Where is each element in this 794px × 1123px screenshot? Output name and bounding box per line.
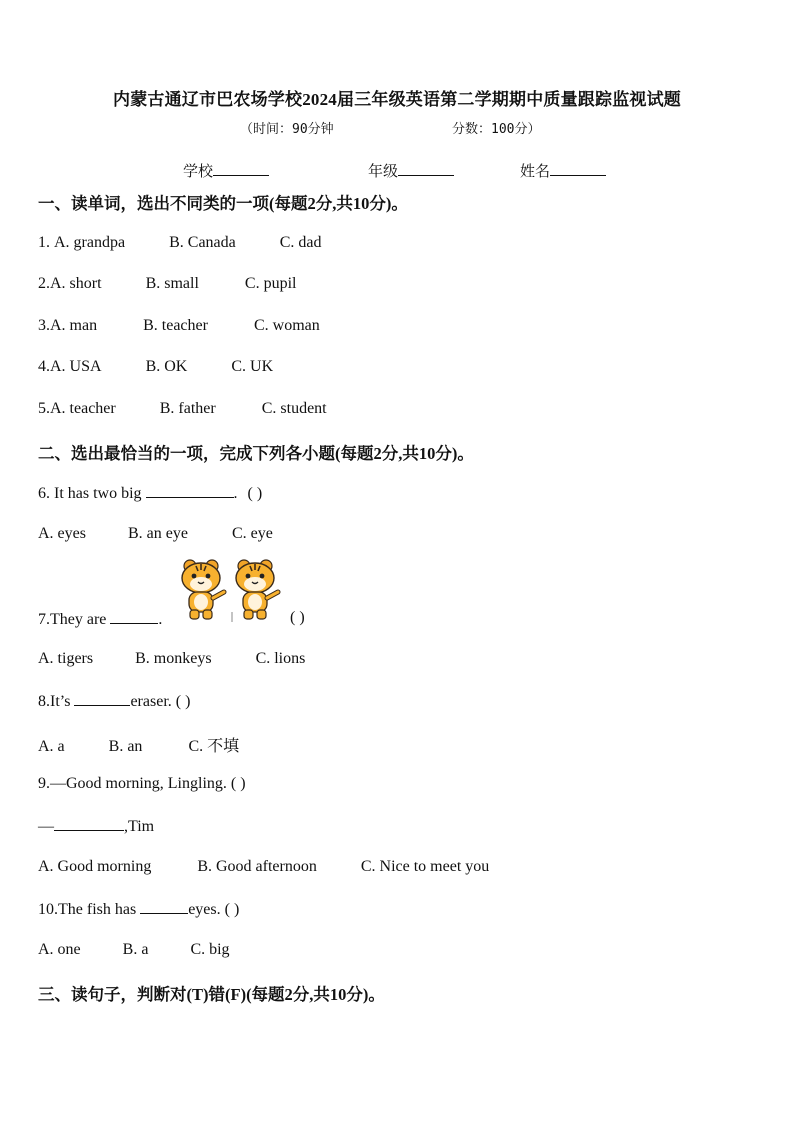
option-a: A. Good morning — [38, 858, 152, 875]
option-c: C. big — [190, 941, 230, 958]
question-stem: 6. It has two big — [38, 485, 142, 502]
question-6: 6. It has two big . ( ) — [38, 485, 263, 502]
question-9-options — [38, 858, 489, 876]
grade-label: 年级 — [368, 164, 399, 180]
question-2 — [38, 275, 296, 293]
section2-heading: 二、选出最恰当的一项，完成下列各小题(每题2分,共10分)。 — [38, 444, 474, 463]
question-9: 9.—Good morning, Lingling. ( ) — [38, 775, 246, 792]
tiger-icon — [236, 560, 278, 619]
answer-blank — [110, 609, 158, 624]
option-b: B. father — [159, 400, 216, 417]
answer-blank — [54, 816, 124, 831]
answer-paren: ( ) — [247, 485, 263, 502]
grade-blank — [398, 161, 454, 176]
question-5 — [38, 400, 327, 418]
dash: — — [38, 818, 54, 835]
question-10 — [38, 899, 239, 919]
question-8 — [38, 691, 190, 711]
option-b: B. small — [145, 275, 199, 292]
option-a: A. grandpa — [54, 234, 126, 251]
option-c: C. eye — [231, 525, 273, 542]
question-number: 4. — [38, 358, 50, 375]
option-a: A. USA — [50, 358, 102, 375]
school-blank — [213, 161, 269, 176]
school-label: 学校 — [183, 164, 214, 180]
two-tigers-icon — [176, 558, 284, 624]
name-label: 姓名 — [520, 164, 551, 180]
question-7-paren: ( ) — [290, 609, 305, 626]
score-info: 分数：100分） — [452, 122, 541, 137]
option-b: B. Canada — [169, 234, 236, 251]
question-7: 7.They are . — [38, 611, 163, 628]
question-number: 1. — [38, 234, 50, 251]
exam-title: 内蒙古通辽市巴农场学校2024届三年级英语第二学期期中质量跟踪监视试题 — [113, 90, 681, 109]
option-b: B. a — [122, 941, 149, 958]
question-stem-end: eraser. ( ) — [130, 693, 191, 710]
section3-heading: 三、读句子，判断对(T)错(F)(每题2分,共10分)。 — [38, 985, 385, 1004]
option-b: B. OK — [145, 358, 188, 375]
question-1 — [38, 234, 322, 252]
question-stem-end: eyes. ( ) — [188, 901, 240, 918]
question-6-options — [38, 525, 273, 543]
option-b: B. monkeys — [135, 650, 212, 667]
question-10-options — [38, 941, 230, 959]
option-a: A. tigers — [38, 650, 94, 667]
option-b: B. an — [108, 738, 143, 755]
grade-field — [368, 160, 454, 181]
option-a: A. man — [50, 317, 98, 334]
option-a: A. teacher — [50, 400, 116, 417]
option-a: A. eyes — [38, 525, 86, 542]
question-4 — [38, 358, 273, 376]
option-c: C. lions — [255, 650, 306, 667]
option-a: A. short — [50, 275, 102, 292]
option-a: A. one — [38, 941, 81, 958]
name-blank — [550, 161, 606, 176]
name-field — [520, 160, 606, 181]
question-number: 2. — [38, 275, 50, 292]
question-stem: 7.They are — [38, 611, 107, 628]
question-number: 3. — [38, 317, 50, 334]
option-c: C. dad — [279, 234, 322, 251]
question-number: 5. — [38, 400, 50, 417]
option-c: C. 不填 — [188, 738, 240, 755]
section1-heading: 一、读单词，选出不同类的一项(每题2分,共10分)。 — [38, 194, 408, 213]
question-7-options — [38, 650, 305, 668]
option-c: C. student — [261, 400, 327, 417]
option-c: C. UK — [231, 358, 274, 375]
tiger-icon — [182, 560, 224, 619]
option-b: B. teacher — [143, 317, 208, 334]
question-9-reply — [38, 816, 154, 836]
answer-blank — [140, 899, 188, 914]
question-3 — [38, 317, 320, 335]
option-b: B. an eye — [127, 525, 188, 542]
option-c: C. woman — [253, 317, 320, 334]
school-field — [183, 160, 269, 181]
question-stem: 8.It’s — [38, 693, 71, 710]
reply-end: ,Tim — [124, 818, 155, 835]
option-c: C. pupil — [244, 275, 297, 292]
time-info: （时间：90分钟 — [240, 122, 334, 137]
question-stem: 10.The fish has — [38, 901, 137, 918]
answer-blank — [146, 483, 234, 498]
answer-blank — [74, 691, 130, 706]
option-c: C. Nice to meet you — [360, 858, 490, 875]
question-8-options — [38, 733, 239, 756]
option-a: A. a — [38, 738, 65, 755]
option-b: B. Good afternoon — [197, 858, 317, 875]
